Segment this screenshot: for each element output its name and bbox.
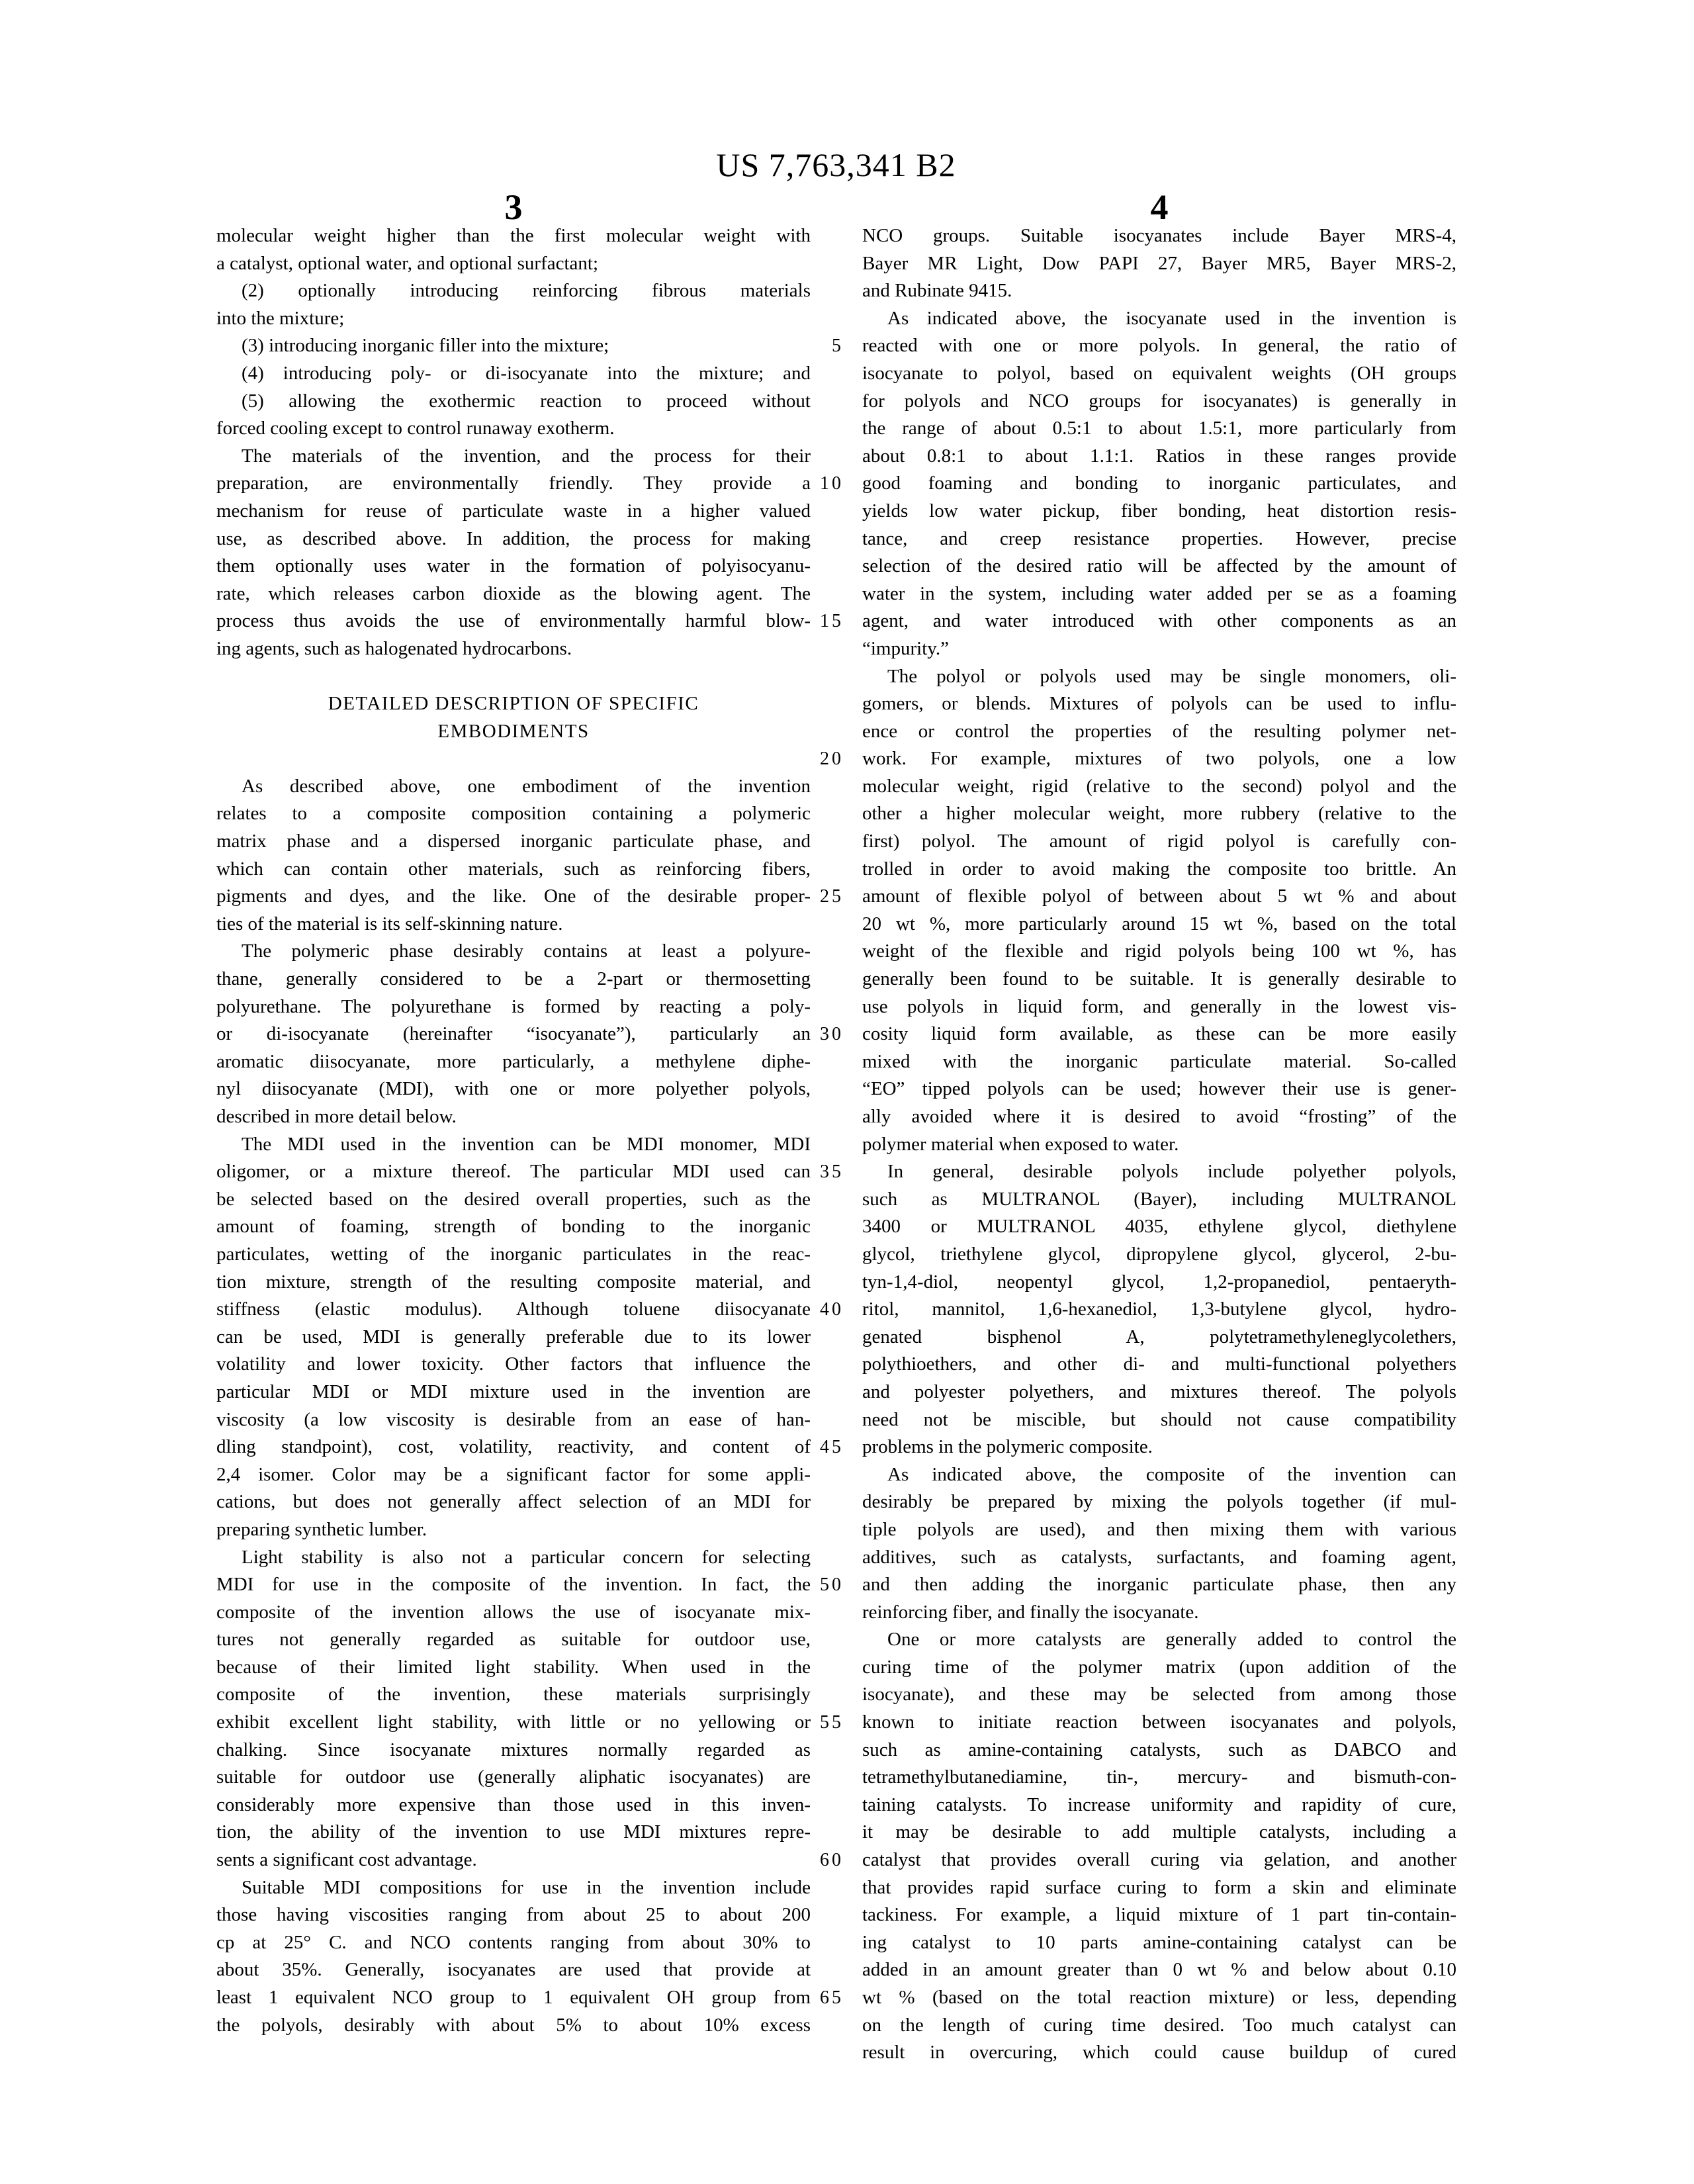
text-line: molecular weight higher than the first molecular weight with: [216, 225, 811, 246]
line-number-30: 30: [820, 1024, 844, 1045]
line-number-25: 25: [820, 886, 844, 907]
text-line: “EO” tipped polyols can be used; however their use is gener-: [862, 1078, 1456, 1100]
text-line: exhibit excellent light stability, with little or no yellowing or: [216, 1711, 811, 1733]
left-column: [216, 222, 811, 2039]
text-line: such as amine-containing catalysts, such as DABCO and: [862, 1739, 1456, 1760]
text-line: process thus avoids the use of environmentally harmful blow-: [216, 610, 811, 632]
text-line: into the mixture;: [216, 307, 345, 329]
text-line: dling standpoint), cost, volatility, reactivity, and content of: [216, 1436, 811, 1458]
text-line: MDI for use in the composite of the invention. In fact, the: [216, 1574, 811, 1596]
text-line: stiffness (elastic modulus). Although toluene diisocyanate: [216, 1298, 811, 1320]
text-line: first) polyol. The amount of rigid polyol is carefully con-: [862, 831, 1456, 852]
text-line: (5) allowing the exothermic reaction to proceed without: [242, 390, 811, 412]
text-line: (3) introducing inorganic filler into the mixture;: [242, 335, 609, 357]
text-line: 20 wt %, more particularly around 15 wt %, based on the total: [862, 913, 1456, 934]
text-line: and Rubinate 9415.: [862, 280, 1012, 302]
text-line: 2,4 isomer. Color may be a significant factor for some appli-: [216, 1463, 811, 1485]
section-heading-line: DETAILED DESCRIPTION OF SPECIFIC: [328, 693, 699, 715]
text-line: “impurity.”: [862, 637, 949, 659]
text-line: trolled in order to avoid making the composite too brittle. An: [862, 858, 1456, 880]
text-line: reacted with one or more polyols. In general, the ratio of: [862, 335, 1456, 357]
text-line: forced cooling except to control runaway exotherm.: [216, 418, 615, 439]
text-line: or di-isocyanate (hereinafter “isocyanate”), particularly an: [216, 1023, 811, 1045]
text-line: particulates, wetting of the inorganic particulates in the reac-: [216, 1243, 811, 1265]
text-line: weight of the flexible and rigid polyols being 100 wt %, has: [862, 940, 1456, 962]
text-line: result in overcuring, which could cause buildup of cured: [862, 2042, 1456, 2064]
line-number-10: 10: [820, 473, 844, 494]
text-line: such as MULTRANOL (Bayer), including MULTRANOL: [862, 1188, 1456, 1210]
text-line: them optionally uses water in the formation of polyisocyanu-: [216, 555, 811, 577]
text-line: because of their limited light stability. When used in the: [216, 1656, 811, 1678]
text-line: Bayer MR Light, Dow PAPI 27, Bayer MR5, Bayer MRS-2,: [862, 252, 1456, 274]
text-line: suitable for outdoor use (generally aliphatic isocyanates) are: [216, 1766, 811, 1788]
text-line: viscosity (a low viscosity is desirable from an ease of han-: [216, 1408, 811, 1430]
text-line: The materials of the invention, and the process for their: [242, 445, 811, 467]
text-line: need not be miscible, but should not cause compatibility: [862, 1408, 1456, 1430]
text-line: volatility and lower toxicity. Other factors that influence the: [216, 1353, 811, 1375]
text-line: chalking. Since isocyanate mixtures normally regarded as: [216, 1739, 811, 1760]
text-line: tackiness. For example, a liquid mixture of 1 part tin-contain-: [862, 1904, 1456, 1926]
text-line: it may be desirable to add multiple catalysts, including a: [862, 1821, 1456, 1843]
text-line: generally been found to be suitable. It is generally desirable to: [862, 968, 1456, 990]
text-line: (4) introducing poly- or di-isocyanate into the mixture; and: [242, 362, 811, 384]
text-line: preparing synthetic lumber.: [216, 1518, 427, 1540]
blank-line: [216, 745, 811, 773]
text-line: Light stability is also not a particular concern for selecting: [242, 1546, 811, 1568]
text-line: The polyol or polyols used may be single monomers, oli-: [887, 665, 1456, 687]
text-line: about 35%. Generally, isocyanates are used that provide at: [216, 1959, 811, 1981]
text-line: on the length of curing time desired. Too much catalyst can: [862, 2014, 1456, 2036]
text-line: good foaming and bonding to inorganic particulates, and: [862, 473, 1456, 494]
text-line: curing time of the polymer matrix (upon addition of the: [862, 1656, 1456, 1678]
text-line: isocyanate), and these may be selected from among those: [862, 1684, 1456, 1706]
text-line: tion mixture, strength of the resulting composite material, and: [216, 1271, 811, 1293]
text-line: wt % (based on the total reaction mixture) or less, depending: [862, 1987, 1456, 2008]
text-line: (2) optionally introducing reinforcing fibrous materials: [242, 280, 811, 302]
text-line: NCO groups. Suitable isocyanates include Bayer MRS-4,: [862, 225, 1456, 246]
text-line: the polyols, desirably with about 5% to about 10% excess: [216, 2014, 811, 2036]
text-line: molecular weight, rigid (relative to the second) polyol and the: [862, 775, 1456, 797]
text-line: 3400 or MULTRANOL 4035, ethylene glycol, diethylene: [862, 1216, 1456, 1238]
text-line: taining catalysts. To increase uniformity and rapidity of cure,: [862, 1794, 1456, 1815]
text-line: polythioethers, and other di- and multi-functional polyethers: [862, 1353, 1456, 1375]
text-line: ence or control the properties of the resulting polymer net-: [862, 720, 1456, 742]
text-line: known to initiate reaction between isocyanates and polyols,: [862, 1711, 1456, 1733]
text-line: reinforcing fiber, and finally the isocyanate.: [862, 1601, 1199, 1623]
line-number-20: 20: [820, 749, 844, 770]
line-number-60: 60: [820, 1850, 844, 1871]
text-line: agent, and water introduced with other components as an: [862, 610, 1456, 632]
text-line: the range of about 0.5:1 to about 1.5:1, more particularly from: [862, 418, 1456, 439]
right-column: [862, 222, 1456, 2067]
column-number-right: 4: [1150, 187, 1169, 227]
text-line: particular MDI or MDI mixture used in the invention are: [216, 1381, 811, 1402]
text-line: for polyols and NCO groups for isocyanates) is generally in: [862, 390, 1456, 412]
text-line: polyurethane. The polyurethane is formed by reacting a poly-: [216, 995, 811, 1017]
text-line: least 1 equivalent NCO group to 1 equivalent OH group from: [216, 1987, 811, 2008]
text-line: use, as described above. In addition, the process for making: [216, 527, 811, 549]
text-line: amount of flexible polyol of between about 5 wt % and about: [862, 886, 1456, 907]
text-line: nyl diisocyanate (MDI), with one or more polyether polyols,: [216, 1078, 811, 1100]
text-line: cp at 25° C. and NCO contents ranging from about 30% to: [216, 1931, 811, 1953]
text-line: tetramethylbutanediamine, tin-, mercury- and bismuth-con-: [862, 1766, 1456, 1788]
text-line: those having viscosities ranging from about 25 to about 200: [216, 1904, 811, 1926]
line-number-5: 5: [832, 336, 844, 357]
section-heading-line: EMBODIMENTS: [437, 720, 590, 742]
text-line: mechanism for reuse of particulate waste in a higher valued: [216, 500, 811, 522]
text-line: cosity liquid form available, as these can be more easily: [862, 1023, 1456, 1045]
text-line: tiple polyols are used), and then mixing them with various: [862, 1518, 1456, 1540]
text-line: rate, which releases carbon dioxide as the blowing agent. The: [216, 582, 811, 604]
text-line: tance, and creep resistance properties. However, precise: [862, 527, 1456, 549]
text-line: gomers, or blends. Mixtures of polyols can be used to influ-: [862, 693, 1456, 715]
text-line: other a higher molecular weight, more rubbery (relative to the: [862, 803, 1456, 825]
text-line: ritol, mannitol, 1,6-hexanediol, 1,3-butylene glycol, hydro-: [862, 1298, 1456, 1320]
text-line: ties of the material is its self-skinning nature.: [216, 913, 563, 934]
text-line: glycol, triethylene glycol, dipropylene glycol, glycerol, 2-bu-: [862, 1243, 1456, 1265]
line-number-40: 40: [820, 1299, 844, 1320]
text-line: tures not generally regarded as suitable for outdoor use,: [216, 1629, 811, 1651]
text-line: tyn-1,4-diol, neopentyl glycol, 1,2-propanediol, pentaeryth-: [862, 1271, 1456, 1293]
text-line: relates to a composite composition containing a polymeric: [216, 803, 811, 825]
text-line: The MDI used in the invention can be MDI monomer, MDI: [242, 1133, 811, 1155]
text-line: that provides rapid surface curing to form a skin and eliminate: [862, 1876, 1456, 1898]
text-line: genated bisphenol A, polytetramethyleneglycolethers,: [862, 1326, 1456, 1347]
text-line: ing catalyst to 10 parts amine-containing catalyst can be: [862, 1931, 1456, 1953]
text-line: thane, generally considered to be a 2-part or thermosetting: [216, 968, 811, 990]
text-line: added in an amount greater than 0 wt % and below about 0.10: [862, 1959, 1456, 1981]
text-line: ing agents, such as halogenated hydrocarbons.: [216, 637, 572, 659]
text-line: a catalyst, optional water, and optional surfactant;: [216, 252, 599, 274]
text-line: polymer material when exposed to water.: [862, 1133, 1179, 1155]
text-line: mixed with the inorganic particulate material. So-called: [862, 1050, 1456, 1072]
text-line: can be used, MDI is generally preferable due to its lower: [216, 1326, 811, 1347]
text-line: catalyst that provides overall curing via gelation, and another: [862, 1849, 1456, 1871]
line-number-50: 50: [820, 1574, 844, 1596]
line-number-65: 65: [820, 1987, 844, 2009]
line-number-15: 15: [820, 611, 844, 632]
patent-number-header: US 7,763,341 B2: [716, 146, 956, 183]
text-line: oligomer, or a mixture thereof. The particular MDI used can: [216, 1161, 811, 1183]
text-line: which can contain other materials, such as reinforcing fibers,: [216, 858, 811, 880]
text-line: water in the system, including water added per se as a foaming: [862, 582, 1456, 604]
text-line: problems in the polymeric composite.: [862, 1436, 1153, 1458]
text-line: and polyester polyethers, and mixtures thereof. The polyols: [862, 1381, 1456, 1402]
text-line: As indicated above, the isocyanate used in the invention is: [887, 307, 1456, 329]
text-line: preparation, are environmentally friendly. They provide a: [216, 473, 811, 494]
text-line: and then adding the inorganic particulate phase, then any: [862, 1574, 1456, 1596]
text-line: cations, but does not generally affect selection of an MDI for: [216, 1491, 811, 1513]
blank-line: [216, 663, 811, 691]
text-line: about 0.8:1 to about 1.1:1. Ratios in these ranges provide: [862, 445, 1456, 467]
text-line: One or more catalysts are generally added to control the: [887, 1629, 1456, 1651]
text-line: sents a significant cost advantage.: [216, 1849, 477, 1871]
text-line: selection of the desired ratio will be affected by the amount of: [862, 555, 1456, 577]
text-line: composite of the invention, these materials surprisingly: [216, 1684, 811, 1706]
text-line: amount of foaming, strength of bonding to the inorganic: [216, 1216, 811, 1238]
text-line: The polymeric phase desirably contains at least a polyure-: [242, 940, 811, 962]
text-line: aromatic diisocyanate, more particularly, a methylene diphe-: [216, 1050, 811, 1072]
text-line: work. For example, mixtures of two polyols, one a low: [862, 748, 1456, 770]
text-line: pigments and dyes, and the like. One of the desirable proper-: [216, 886, 811, 907]
line-number-55: 55: [820, 1712, 844, 1733]
line-number-35: 35: [820, 1161, 844, 1183]
text-line: ally avoided where it is desired to avoid “frosting” of the: [862, 1106, 1456, 1127]
text-line: As described above, one embodiment of the invention: [242, 775, 811, 797]
text-line: considerably more expensive than those used in this inven-: [216, 1794, 811, 1815]
text-line: described in more detail below.: [216, 1106, 457, 1127]
text-line: desirably be prepared by mixing the polyols together (if mul-: [862, 1491, 1456, 1513]
text-line: As indicated above, the composite of the invention can: [887, 1463, 1456, 1485]
text-line: matrix phase and a dispersed inorganic particulate phase, and: [216, 831, 811, 852]
text-line: In general, desirable polyols include polyether polyols,: [887, 1161, 1456, 1183]
line-number-45: 45: [820, 1437, 844, 1458]
text-line: tion, the ability of the invention to use MDI mixtures repre-: [216, 1821, 811, 1843]
text-line: additives, such as catalysts, surfactants, and foaming agent,: [862, 1546, 1456, 1568]
text-line: Suitable MDI compositions for use in the invention include: [242, 1876, 811, 1898]
text-line: yields low water pickup, fiber bonding, heat distortion resis-: [862, 500, 1456, 522]
column-number-left: 3: [504, 187, 523, 227]
text-line: be selected based on the desired overall properties, such as the: [216, 1188, 811, 1210]
gutter-line-numbers: [781, 222, 844, 2089]
text-line: composite of the invention allows the use of isocyanate mix-: [216, 1601, 811, 1623]
text-line: use polyols in liquid form, and generally in the lowest vis-: [862, 995, 1456, 1017]
text-line: isocyanate to polyol, based on equivalent weights (OH groups: [862, 362, 1456, 384]
